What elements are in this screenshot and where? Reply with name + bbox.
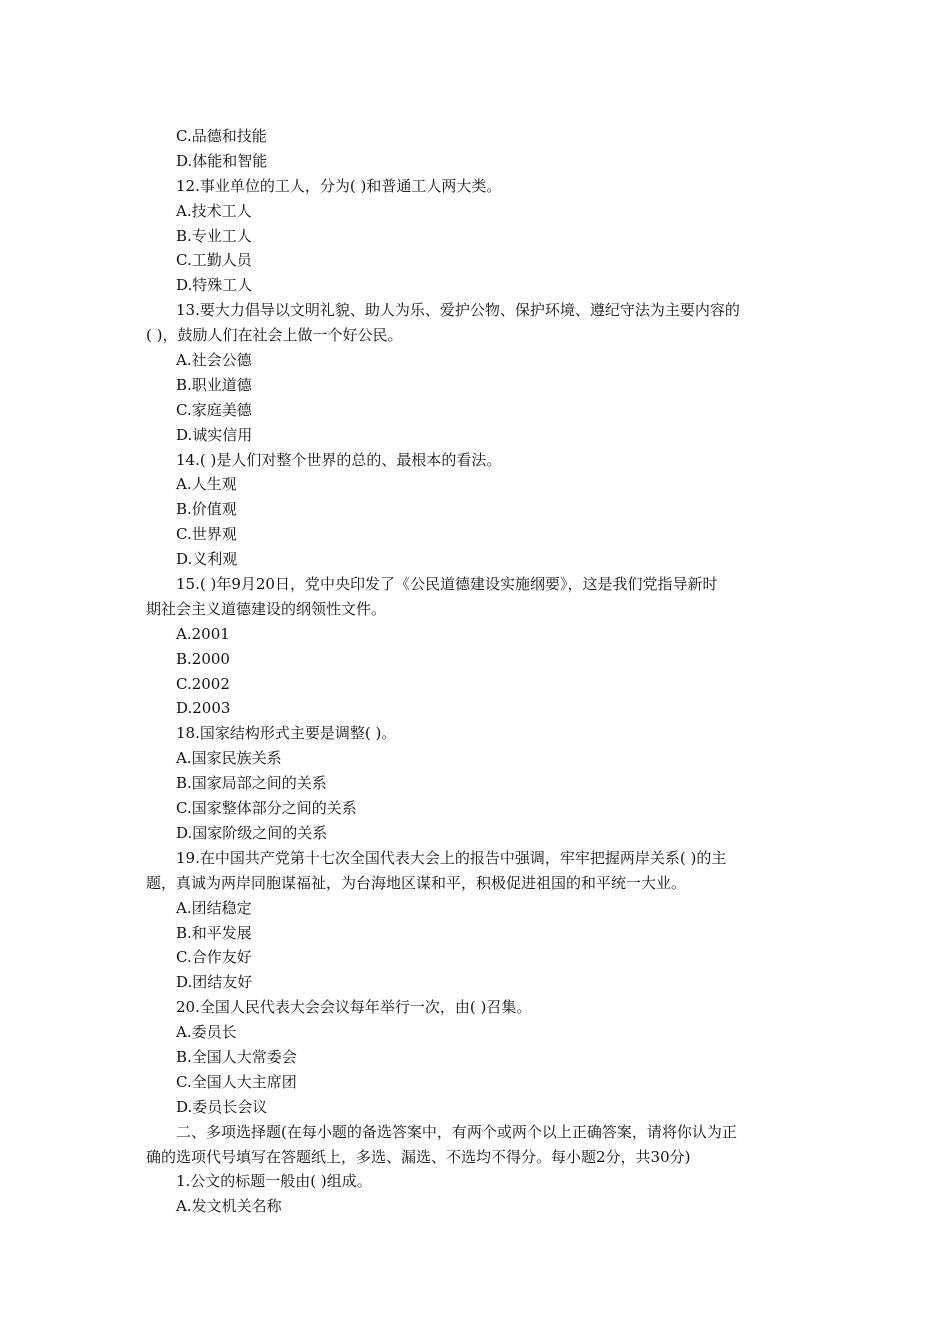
answer-option: D.国家阶级之间的关系 — [176, 823, 328, 842]
question-text: 二、多项选择题(在每小题的备选答案中，有两个或两个以上正确答案，请将你认为正 — [176, 1122, 737, 1141]
answer-option: B.专业工人 — [176, 226, 252, 245]
answer-option: B.全国人大常委会 — [176, 1047, 297, 1066]
answer-option: B.2000 — [176, 649, 230, 668]
answer-option: A.2001 — [176, 624, 230, 643]
question-text: 1.公文的标题一般由( )组成。 — [176, 1172, 372, 1191]
answer-option: A.国家民族关系 — [176, 749, 282, 768]
answer-option: C.品德和技能 — [176, 127, 267, 145]
answer-option: B.价值观 — [176, 500, 237, 519]
answer-option: C.家庭美德 — [176, 400, 252, 419]
answer-option: A.发文机关名称 — [176, 1197, 282, 1216]
answer-option: A.社会公德 — [176, 351, 252, 370]
question-text-continued: 期社会主义道德建设的纲领性文件。 — [146, 599, 387, 618]
answer-option: D.委员长会议 — [176, 1097, 268, 1116]
answer-option: A.人生观 — [176, 475, 237, 494]
answer-option: B.国家局部之间的关系 — [176, 774, 327, 793]
question-text: 20.全国人民代表大会会议每年举行一次，由( )召集。 — [176, 998, 532, 1017]
document-body — [146, 124, 806, 1219]
answer-option: A.团结稳定 — [176, 898, 252, 917]
answer-option: B.职业道德 — [176, 375, 252, 394]
answer-option: C.合作友好 — [176, 948, 252, 967]
answer-option: C.2002 — [176, 674, 230, 693]
question-text: 12.事业单位的工人，分为( )和普通工人两大类。 — [176, 176, 502, 195]
question-text-continued: ( )，鼓励人们在社会上做一个好公民。 — [146, 326, 403, 345]
question-text: 14.( )是人们对整个世界的总的、最根本的看法。 — [176, 450, 502, 469]
answer-option: D.团结友好 — [176, 973, 253, 992]
answer-option: D.体能和智能 — [176, 151, 268, 170]
answer-option: C.工勤人员 — [176, 251, 252, 270]
answer-option: D.2003 — [176, 699, 231, 718]
answer-option: C.全国人大主席团 — [176, 1072, 297, 1091]
answer-option: C.世界观 — [176, 525, 237, 544]
question-text: 19.在中国共产党第十七次全国代表大会上的报告中强调，牢牢把握两岸关系( )的主 — [176, 848, 727, 867]
question-text-continued: 题，真诚为两岸同胞谋福祉，为台海地区谋和平，积极促进祖国的和平统一大业。 — [146, 873, 687, 892]
question-text: 13.要大力倡导以文明礼貌、助人为乐、爱护公物、保护环境、遵纪守法为主要内容的 — [176, 301, 740, 320]
answer-option: A.技术工人 — [176, 201, 252, 220]
answer-option: C.国家整体部分之间的关系 — [176, 799, 357, 818]
answer-option: D.特殊工人 — [176, 276, 253, 295]
question-text-continued: 确的选项代号填写在答题纸上，多选、漏选、不选均不得分。每小题2分，共30分) — [146, 1147, 691, 1166]
answer-option: B.和平发展 — [176, 923, 252, 942]
answer-option: A.委员长 — [176, 1023, 237, 1042]
answer-option: D.义利观 — [176, 550, 238, 569]
answer-option: D.诚实信用 — [176, 425, 253, 444]
question-text: 18.国家结构形式主要是调整( )。 — [176, 724, 397, 743]
question-text: 15.( )年9月20日，党中央印发了《公民道德建设实施纲要》，这是我们党指导新时 — [176, 575, 718, 594]
